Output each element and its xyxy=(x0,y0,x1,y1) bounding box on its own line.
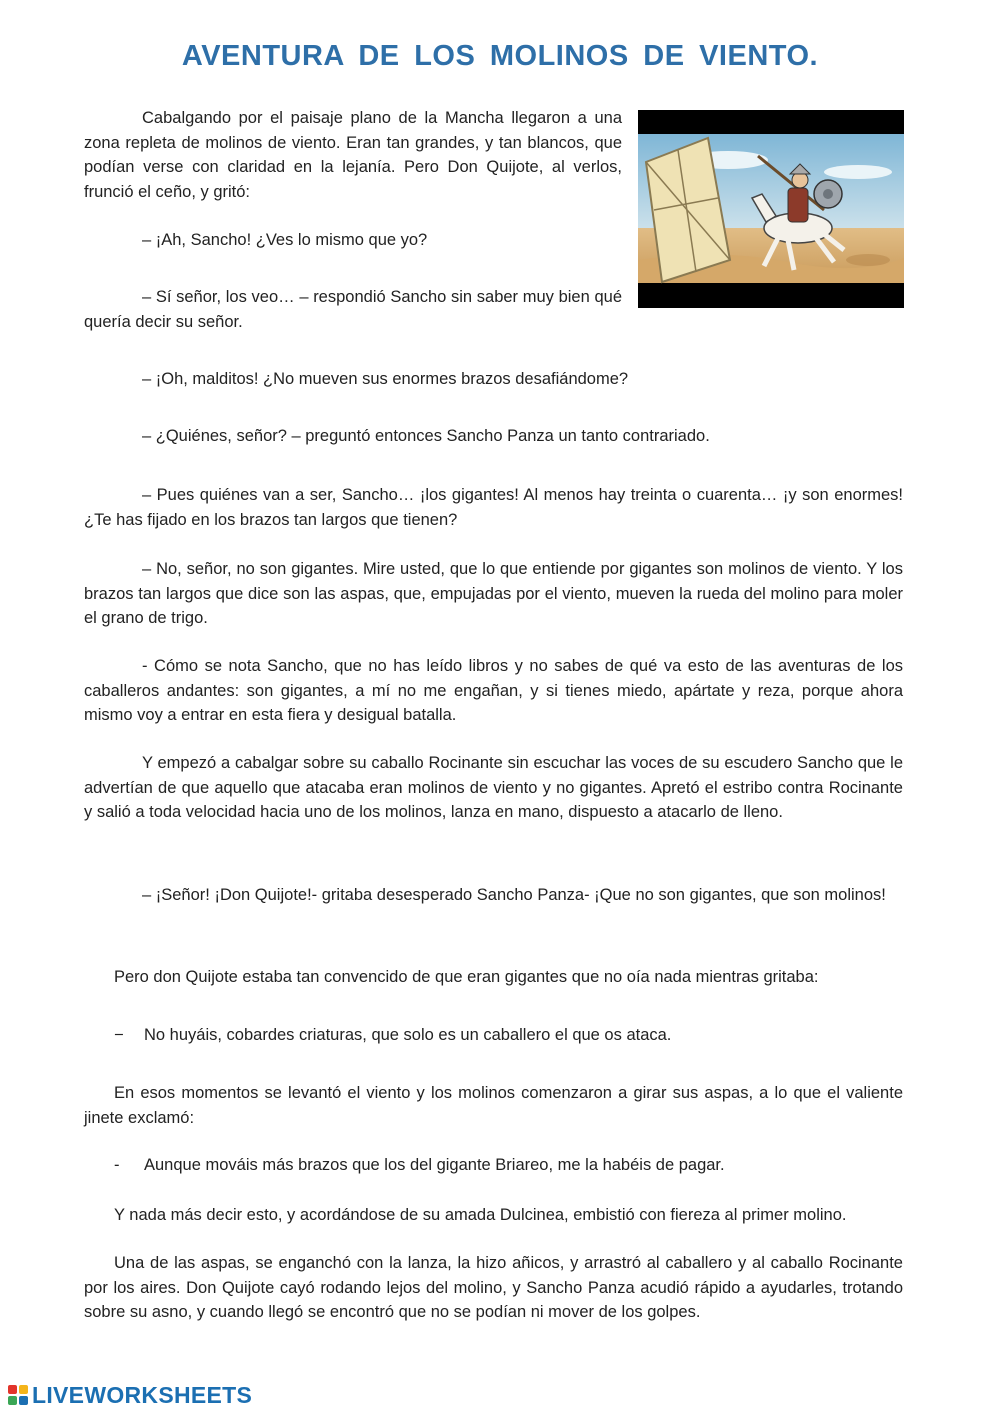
don-quijote-windmill-illustration-icon xyxy=(638,110,904,308)
paragraph-intro: Cabalgando por el paisaje plano de la Mancha llegaron a una zona repleta de molinos de viento. Eran tan grandes, y tan blancos, que podían verse con claridad en la lejanía. Pero Don Quijote, al verlos, frunció el ceño, y gritó: xyxy=(84,109,622,201)
dialogue-line-3: – ¡Oh, malditos! ¿No mueven sus enormes brazos desafiándome? xyxy=(142,370,629,388)
dialogue-line-4: – ¿Quiénes, señor? – preguntó entonces Sancho Panza un tanto contrariado. xyxy=(142,427,710,445)
dialogue-line-5: – Pues quiénes van a ser, Sancho… ¡los gigantes! Al menos hay treinta o cuarenta… ¡y son enormes! ¿Te has fijado en los brazos tan largos que tienen? xyxy=(84,486,903,529)
liveworksheets-logo[interactable] xyxy=(8,1382,252,1408)
paragraph-ending: Una de las aspas, se enganchó con la lanza, la hizo añicos, y arrastró al caballero y al caballo Rocinante por los aires. Don Quijote cayó rodando lejos del molino, y Sancho Panza acudió rápido a ayudarles, trotando sobre su asno, y cuando llegó se encontró que no se podían ni mover de los golpes. xyxy=(84,1254,903,1321)
list-marker: − xyxy=(114,1026,124,1044)
paragraph-convinced: Pero don Quijote estaba tan convencido de que eran gigantes que no oía nada mientras gritaba: xyxy=(114,968,819,986)
dialogue-line-1: – ¡Ah, Sancho! ¿Ves lo mismo que yo? xyxy=(142,231,428,249)
list-item xyxy=(84,1153,903,1178)
dialogue-line-8: – ¡Señor! ¡Don Quijote!- gritaba desesperado Sancho Panza- ¡Que no son gigantes, que son molinos! xyxy=(142,886,886,904)
paragraph-wind: En esos momentos se levantó el viento y los molinos comenzaron a girar sus aspas, a lo que el valiente jinete exclamó: xyxy=(84,1084,903,1127)
list-item-text: No huyáis, cobardes criaturas, que solo es un caballero el que os ataca. xyxy=(144,1026,672,1044)
dialogue-line-2: – Sí señor, los veo… – respondió Sancho sin saber muy bien qué quería decir su señor. xyxy=(84,288,622,331)
dialogue-line-6: – No, señor, no son gigantes. Mire usted, que lo que entiende por gigantes son molinos de viento. Y los brazos tan largos que dice son las aspas, que, empujadas por el viento, mueven la rueda del molino para moler el grano de trigo. xyxy=(84,560,903,627)
liveworksheets-logo-icon xyxy=(8,1385,28,1405)
paragraph-charge: Y empezó a cabalgar sobre su caballo Rocinante sin escuchar las voces de su escudero Sancho que le advertían de que aquello que atacaba eran molinos de viento y no gigantes. Apretó el estribo contra Rocinante y salió a toda velocidad hacia uno de los molinos, lanza en mano, dispuesto a atacarlo de lleno. xyxy=(84,754,903,821)
brand-name: LIVEWORKSHEETS xyxy=(32,1381,253,1408)
list-item-text: Aunque mováis más brazos que los del gigante Briareo, me la habéis de pagar. xyxy=(144,1156,725,1174)
paragraph-attack: Y nada más decir esto, y acordándose de su amada Dulcinea, embistió con fiereza al primer molino. xyxy=(114,1206,847,1224)
page-title: AVENTURA DE LOS MOLINOS DE VIENTO. xyxy=(181,40,819,72)
dialogue-line-7: - Cómo se nota Sancho, que no has leído libros y no sabes de qué va esto de las aventuras de los caballeros andantes: son gigantes, a mí no me engañan, y si tienes miedo, apártate y reza, porque ahora mismo voy a entrar en esta fiera y desigual batalla. xyxy=(84,657,903,724)
list-marker: - xyxy=(114,1156,120,1174)
list-item xyxy=(84,1023,903,1048)
